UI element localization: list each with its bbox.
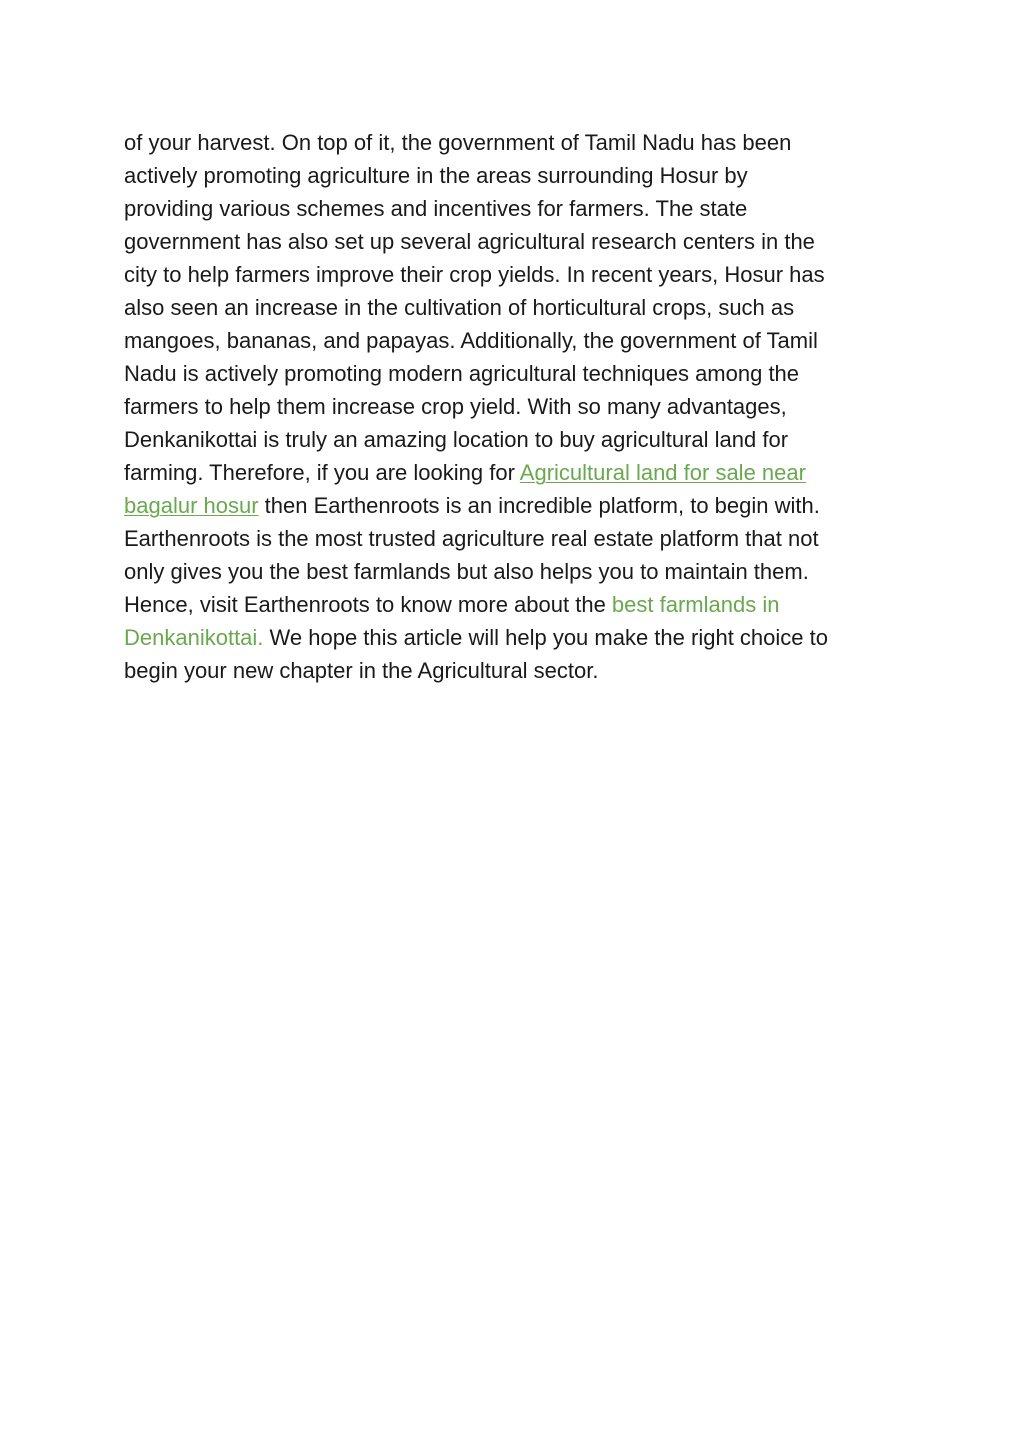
paragraph-line: of your harvest. On top of it, the government of Tamil Nadu has been [124, 130, 792, 155]
paragraph-line: actively promoting agriculture in the areas surrounding Hosur by [124, 163, 748, 188]
paragraph-line: mangoes, bananas, and papayas. Additionally, the government of Tamil [124, 328, 818, 353]
article-paragraph [124, 126, 924, 687]
paragraph-line: city to help farmers improve their crop yields. In recent years, Hosur has [124, 262, 825, 287]
paragraph-line: also seen an increase in the cultivation of horticultural crops, such as [124, 295, 795, 320]
paragraph-line: Earthenroots is the most trusted agriculture real estate platform that not [124, 526, 819, 551]
line-text: We hope this article will help you make the right choice to [263, 625, 828, 650]
paragraph-line: only gives you the best farmlands but also helps you to maintain them. [124, 559, 809, 584]
paragraph-line: Nadu is actively promoting modern agricultural techniques among the [124, 361, 800, 386]
line-text: farming. Therefore, if you are looking for [124, 460, 520, 485]
agricultural-land-link[interactable]: Agricultural land for sale near [519, 460, 806, 485]
best-farmlands-link[interactable]: best farmlands in [611, 592, 780, 617]
line-text: Hence, visit Earthenroots to know more about the [124, 592, 612, 617]
best-farmlands-link-continued[interactable]: Denkanikottai. [124, 625, 264, 650]
paragraph-line [124, 456, 924, 489]
paragraph-line: providing various schemes and incentives for farmers. The state [124, 196, 748, 221]
line-text: then Earthenroots is an incredible platform, to begin with. [258, 493, 820, 518]
paragraph-line: begin your new chapter in the Agricultural sector. [124, 658, 599, 683]
paragraph-line: government has also set up several agricultural research centers in the [124, 229, 815, 254]
agricultural-land-link-continued[interactable]: bagalur hosur [124, 493, 259, 518]
paragraph-line: Denkanikottai is truly an amazing location to buy agricultural land for [124, 427, 789, 452]
paragraph-line [124, 489, 924, 522]
paragraph-line: farmers to help them increase crop yield. With so many advantages, [124, 394, 787, 419]
paragraph-line [124, 588, 924, 621]
paragraph-line [124, 621, 924, 654]
